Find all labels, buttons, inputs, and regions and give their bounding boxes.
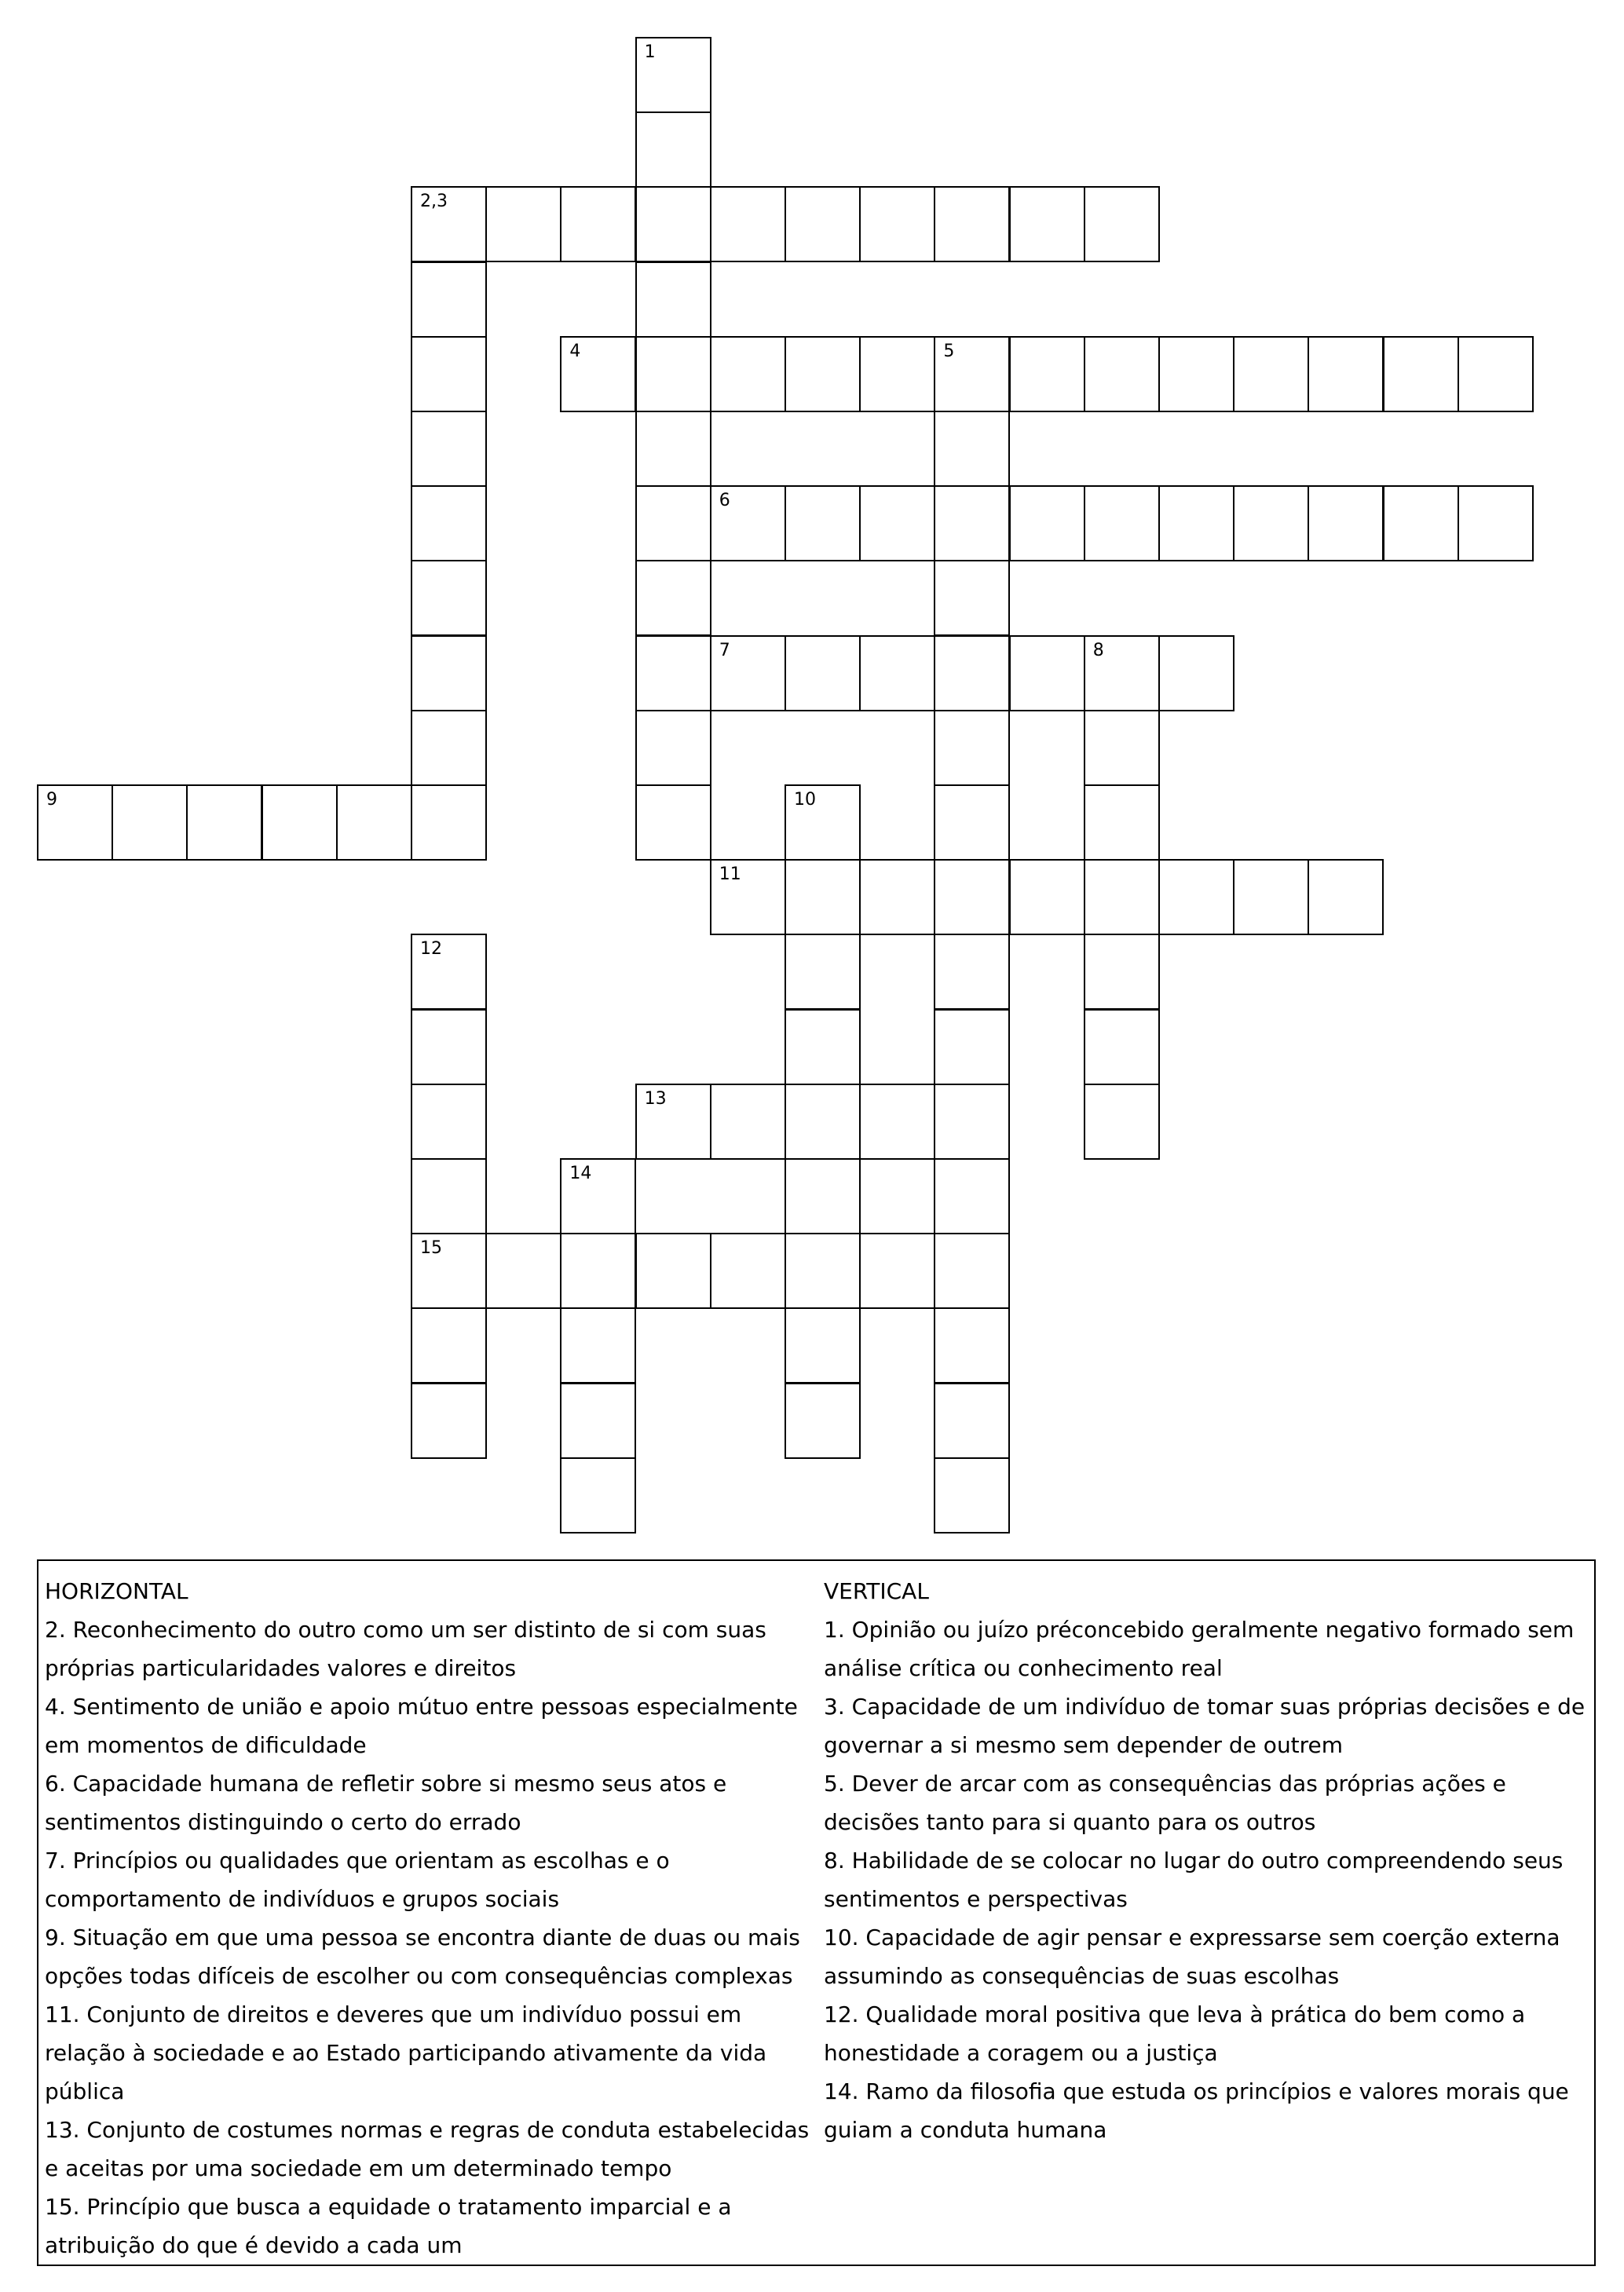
crossword-cell[interactable] (934, 784, 1010, 861)
crossword-cell[interactable] (635, 710, 711, 786)
crossword-cell[interactable] (485, 186, 561, 262)
crossword-cell[interactable] (934, 635, 1010, 711)
crossword-cell[interactable] (1009, 635, 1085, 711)
crossword-cell[interactable] (1084, 485, 1160, 561)
crossword-cell[interactable] (934, 186, 1010, 262)
crossword-cell[interactable] (411, 411, 487, 487)
crossword-cell[interactable] (411, 710, 487, 786)
crossword-cell[interactable] (635, 37, 711, 113)
crossword-cell[interactable] (1009, 485, 1085, 561)
crossword-cell[interactable] (411, 186, 487, 262)
crossword-cell[interactable] (934, 1383, 1010, 1459)
crossword-cell[interactable] (635, 560, 711, 636)
crossword-cell[interactable] (934, 1233, 1010, 1309)
clue-vertical-14: 14. Ramo da filosofia que estuda os princípios e valores morais que guiam a conduta humana (824, 2078, 1569, 2143)
clue-horizontal-4: 4. Sentimento de união e apoio mútuo entre pessoas especialmente em momentos de dificuldade (45, 1694, 798, 1758)
crossword-cell[interactable] (635, 485, 711, 561)
crossword-cell[interactable] (635, 1084, 711, 1160)
crossword-cell[interactable] (411, 560, 487, 636)
crossword-cell[interactable] (411, 1307, 487, 1384)
crossword-cell[interactable] (785, 859, 861, 935)
crossword-cell[interactable] (785, 1307, 861, 1384)
crossword-cell[interactable] (785, 1009, 861, 1085)
crossword-cell[interactable] (934, 710, 1010, 786)
clue-number-label: 7 (719, 640, 730, 660)
crossword-cell[interactable] (1383, 485, 1459, 561)
crossword-cell[interactable] (1084, 1084, 1160, 1160)
crossword-cell[interactable] (934, 1158, 1010, 1234)
clue-horizontal-2: 2. Reconhecimento do outro como um ser distinto de si com suas próprias particularidades valores e direitos (45, 1617, 766, 1681)
crossword-cell[interactable] (1009, 186, 1085, 262)
crossword-cell[interactable] (560, 1383, 636, 1459)
clue-horizontal-15: 15. Princípio que busca a equidade o tratamento imparcial e a atribuição do que é devido a cada um (45, 2194, 732, 2258)
crossword-cell[interactable] (411, 934, 487, 1010)
crossword-cell[interactable] (411, 336, 487, 412)
clue-number-label: 12 (420, 939, 442, 960)
crossword-cell[interactable] (1009, 859, 1085, 935)
crossword-cell[interactable] (859, 635, 935, 711)
vertical-heading: VERTICAL (824, 1578, 929, 1604)
clue-vertical-1: 1. Opinião ou juízo préconcebido geralmente negativo formado sem análise crítica ou conhecimento real (824, 1617, 1575, 1681)
crossword-cell[interactable] (411, 1233, 487, 1309)
crossword-cell[interactable] (785, 1158, 861, 1234)
crossword-cell[interactable] (411, 1383, 487, 1459)
crossword-cell[interactable] (485, 1233, 561, 1309)
clue-vertical-8: 8. Habilidade de se colocar no lugar do outro compreendendo seus sentimentos e perspectivas (824, 1848, 1564, 1912)
clue-number-label: 11 (719, 865, 741, 885)
crossword-cell[interactable] (1084, 859, 1160, 935)
clue-number-label: 6 (719, 491, 730, 511)
clue-number-label: 5 (943, 341, 955, 361)
crossword-cell[interactable] (710, 1084, 786, 1160)
crossword-cell[interactable] (785, 336, 861, 412)
crossword-cell[interactable] (859, 336, 935, 412)
crossword-cell[interactable] (710, 635, 786, 711)
clue-horizontal-13: 13. Conjunto de costumes normas e regras de conduta estabelecidas e aceitas por uma sociedade em um determinado tempo (45, 2117, 810, 2181)
crossword-cell[interactable] (635, 1233, 711, 1309)
crossword-cell[interactable] (1158, 485, 1234, 561)
crossword-cell[interactable] (1084, 1009, 1160, 1085)
crossword-cell[interactable] (112, 784, 188, 861)
crossword-cell[interactable] (785, 1383, 861, 1459)
crossword-cell[interactable] (1158, 859, 1234, 935)
crossword-cell[interactable] (710, 336, 786, 412)
crossword-cell[interactable] (411, 1158, 487, 1234)
crossword-cell[interactable] (411, 261, 487, 338)
clue-number-label: 8 (1092, 640, 1104, 660)
crossword-cell[interactable] (560, 186, 636, 262)
crossword-cell[interactable] (411, 1009, 487, 1085)
clue-number-label: 4 (569, 341, 581, 361)
crossword-cell[interactable] (1084, 710, 1160, 786)
crossword-cell[interactable] (934, 560, 1010, 636)
clue-number-label: 2,3 (420, 192, 448, 212)
crossword-cell[interactable] (710, 859, 786, 935)
crossword-cell[interactable] (1308, 485, 1384, 561)
crossword-cell[interactable] (1084, 186, 1160, 262)
crossword-cell[interactable] (1158, 635, 1234, 711)
crossword-cell[interactable] (934, 1009, 1010, 1085)
crossword-cell[interactable] (186, 784, 262, 861)
crossword-cell[interactable] (859, 859, 935, 935)
horizontal-heading: HORIZONTAL (45, 1578, 188, 1604)
clue-vertical-10: 10. Capacidade de agir pensar e expressarse sem coerção externa assumindo as consequências de suas escolhas (824, 1925, 1560, 1989)
crossword-cell[interactable] (336, 784, 412, 861)
crossword-cell[interactable] (785, 186, 861, 262)
crossword-cell[interactable] (934, 934, 1010, 1010)
crossword-cell[interactable] (1383, 336, 1459, 412)
crossword-cell[interactable] (635, 261, 711, 338)
crossword-cell[interactable] (934, 1307, 1010, 1384)
clue-horizontal-6: 6. Capacidade humana de refletir sobre si mesmo seus atos e sentimentos distinguindo o certo do errado (45, 1771, 727, 1835)
crossword-cell[interactable] (411, 485, 487, 561)
clue-horizontal-11: 11. Conjunto de direitos e deveres que um indivíduo possui em relação à sociedade e ao Estado participando ativamente da vida pública (45, 2001, 767, 2104)
clue-horizontal-9: 9. Situação em que uma pessoa se encontra diante de duas ou mais opções todas difíceis de escolher ou com consequências complexas (45, 1925, 800, 1989)
crossword-cell[interactable] (411, 635, 487, 711)
clue-number-label: 10 (794, 790, 816, 810)
crossword-cell[interactable] (785, 635, 861, 711)
crossword-cell[interactable] (710, 485, 786, 561)
clue-number-label: 1 (644, 42, 656, 62)
vertical-clues (824, 1572, 1589, 2149)
crossword-cell[interactable] (1009, 336, 1085, 412)
crossword-cell[interactable] (859, 1084, 935, 1160)
crossword-cell[interactable] (859, 485, 935, 561)
crossword-cell[interactable] (1308, 336, 1384, 412)
crossword-cell[interactable] (560, 1307, 636, 1384)
clue-vertical-3: 3. Capacidade de um indivíduo de tomar suas próprias decisões e de governar a si mesmo sem depender de outrem (824, 1694, 1586, 1758)
crossword-cell[interactable] (1084, 784, 1160, 861)
crossword-cell[interactable] (785, 1233, 861, 1309)
crossword-cell[interactable] (1458, 336, 1534, 412)
crossword-cell[interactable] (934, 336, 1010, 412)
crossword-cell[interactable] (1233, 485, 1309, 561)
crossword-cell[interactable] (635, 186, 711, 262)
crossword-cell[interactable] (1458, 485, 1534, 561)
crossword-cell[interactable] (1084, 635, 1160, 711)
clue-vertical-12: 12. Qualidade moral positiva que leva à prática do bem como a honestidade a coragem ou a justiça (824, 2001, 1526, 2066)
crossword-cell[interactable] (785, 485, 861, 561)
crossword-cell[interactable] (635, 111, 711, 188)
crossword-cell[interactable] (1158, 336, 1234, 412)
horizontal-clues (45, 1572, 814, 2265)
crossword-cell[interactable] (785, 934, 861, 1010)
crossword-cell[interactable] (934, 485, 1010, 561)
clue-horizontal-7: 7. Princípios ou qualidades que orientam as escolhas e o comportamento de indivíduos e grupos sociais (45, 1848, 670, 1912)
clue-number-label: 14 (569, 1164, 592, 1183)
crossword-cell[interactable] (859, 1233, 935, 1309)
clue-number-label: 9 (46, 790, 57, 810)
crossword-cell[interactable] (560, 336, 636, 412)
crossword-cell[interactable] (934, 1457, 1010, 1533)
crossword-cell[interactable] (635, 635, 711, 711)
crossword-cell[interactable] (785, 784, 861, 861)
crossword-cell[interactable] (1233, 859, 1309, 935)
crossword-cell[interactable] (560, 1457, 636, 1533)
crossword-cell[interactable] (411, 1084, 487, 1160)
clue-number-label: 15 (420, 1238, 442, 1259)
crossword-cell[interactable] (934, 859, 1010, 935)
crossword-cell[interactable] (710, 186, 786, 262)
crossword-cell[interactable] (1084, 934, 1160, 1010)
crossword-cell[interactable] (560, 1233, 636, 1309)
crossword-cell[interactable] (934, 411, 1010, 487)
crossword-cell[interactable] (560, 1158, 636, 1234)
crossword-cell[interactable] (710, 1233, 786, 1309)
clue-number-label: 13 (644, 1088, 667, 1109)
crossword-cell[interactable] (635, 336, 711, 412)
crossword-cell[interactable] (1233, 336, 1309, 412)
crossword-cell[interactable] (1308, 859, 1384, 935)
crossword-cell[interactable] (37, 784, 113, 861)
crossword-cell[interactable] (785, 1084, 861, 1160)
crossword-cell[interactable] (859, 186, 935, 262)
crossword-cell[interactable] (262, 784, 338, 861)
crossword-cell[interactable] (411, 784, 487, 861)
crossword-cell[interactable] (934, 1084, 1010, 1160)
clue-vertical-5: 5. Dever de arcar com as consequências das próprias ações e decisões tanto para si quanto para os outros (824, 1771, 1506, 1835)
crossword-cell[interactable] (635, 411, 711, 487)
clues-box (37, 1559, 1596, 2266)
crossword-cell[interactable] (635, 784, 711, 861)
crossword-cell[interactable] (1084, 336, 1160, 412)
